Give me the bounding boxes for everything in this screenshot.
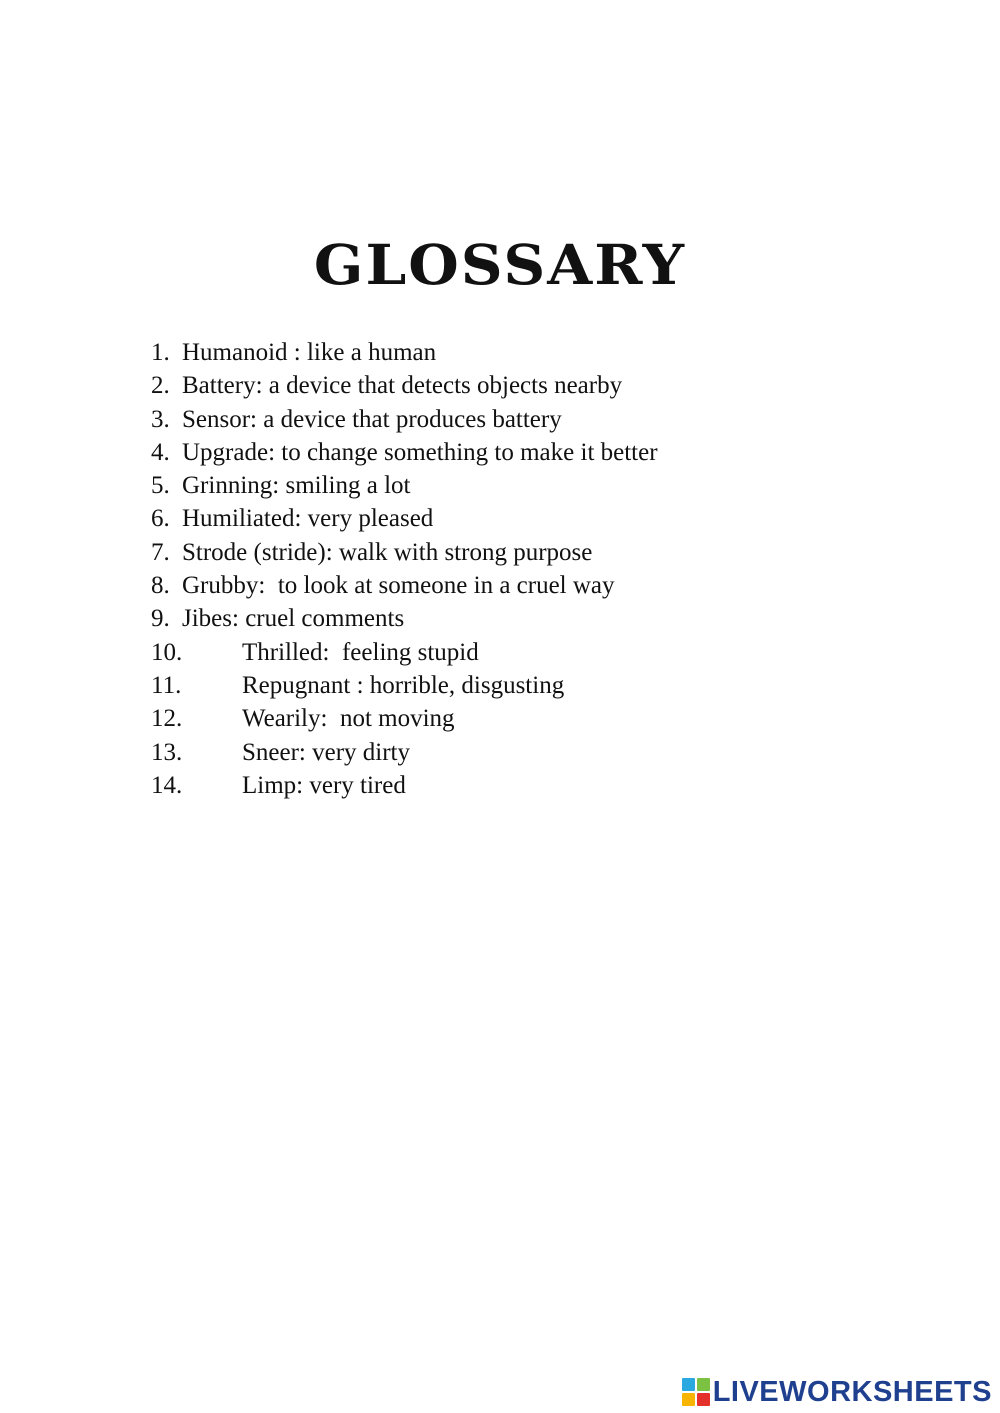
glossary-item-number: 13. [151, 738, 183, 766]
glossary-item [151, 369, 658, 402]
glossary-item-text: Sneer: very dirty [242, 738, 411, 766]
logo-square-yellow [682, 1393, 695, 1406]
glossary-item-text: Limp: very tired [242, 771, 406, 799]
glossary-item-text: Repugnant : horrible, disgusting [242, 671, 565, 699]
glossary-item-number: 7. [151, 538, 170, 566]
glossary-item-number: 2. [151, 372, 170, 400]
glossary-list [151, 336, 658, 802]
liveworksheets-logo-icon [682, 1378, 710, 1406]
logo-square-green [697, 1378, 710, 1391]
page-title: GLOSSARY [313, 232, 687, 298]
glossary-item-text: Wearily: not moving [242, 705, 455, 733]
glossary-item-number: 9. [151, 605, 170, 633]
logo-square-red [697, 1393, 710, 1406]
glossary-item [151, 636, 658, 669]
glossary-item-text: Battery: a device that detects objects nearby [182, 372, 623, 400]
glossary-item-number: 14. [151, 771, 183, 799]
logo-square-blue [682, 1378, 695, 1391]
glossary-item-number: 5. [151, 472, 170, 500]
glossary-item [151, 469, 658, 502]
glossary-item-number: 8. [151, 572, 170, 600]
watermark-text: LIVEWORKSHEETS [712, 1375, 992, 1408]
glossary-item [151, 769, 658, 802]
glossary-item-number: 12. [151, 705, 183, 733]
glossary-item [151, 602, 658, 635]
glossary-item-text: Strode (stride): walk with strong purpose [182, 538, 593, 566]
glossary-item [151, 536, 658, 569]
glossary-item [151, 336, 658, 369]
glossary-item-text: Jibes: cruel comments [182, 605, 405, 633]
glossary-item-text: Grubby: to look at someone in a cruel way [182, 572, 615, 600]
glossary-item-number: 3. [151, 405, 170, 433]
glossary-item-text: Thrilled: feeling stupid [242, 638, 479, 666]
glossary-item-text: Sensor: a device that produces battery [182, 405, 562, 433]
glossary-item-text: Grinning: smiling a lot [182, 472, 411, 500]
liveworksheets-watermark [682, 1375, 992, 1409]
glossary-item [151, 403, 658, 436]
glossary-item-text: Upgrade: to change something to make it better [182, 438, 658, 466]
glossary-item [151, 702, 658, 735]
glossary-item [151, 436, 658, 469]
glossary-item-number: 6. [151, 505, 170, 533]
glossary-item-number: 1. [151, 339, 170, 366]
glossary-item [151, 736, 658, 769]
glossary-item [151, 569, 658, 602]
glossary-item-text: Humiliated: very pleased [182, 505, 434, 533]
glossary-item-number: 4. [151, 438, 170, 466]
glossary-item [151, 669, 658, 702]
glossary-item-number: 10. [151, 638, 183, 666]
glossary-item [151, 502, 658, 535]
glossary-item-number: 11. [151, 671, 182, 699]
glossary-item-text: Humanoid : like a human [182, 339, 437, 366]
